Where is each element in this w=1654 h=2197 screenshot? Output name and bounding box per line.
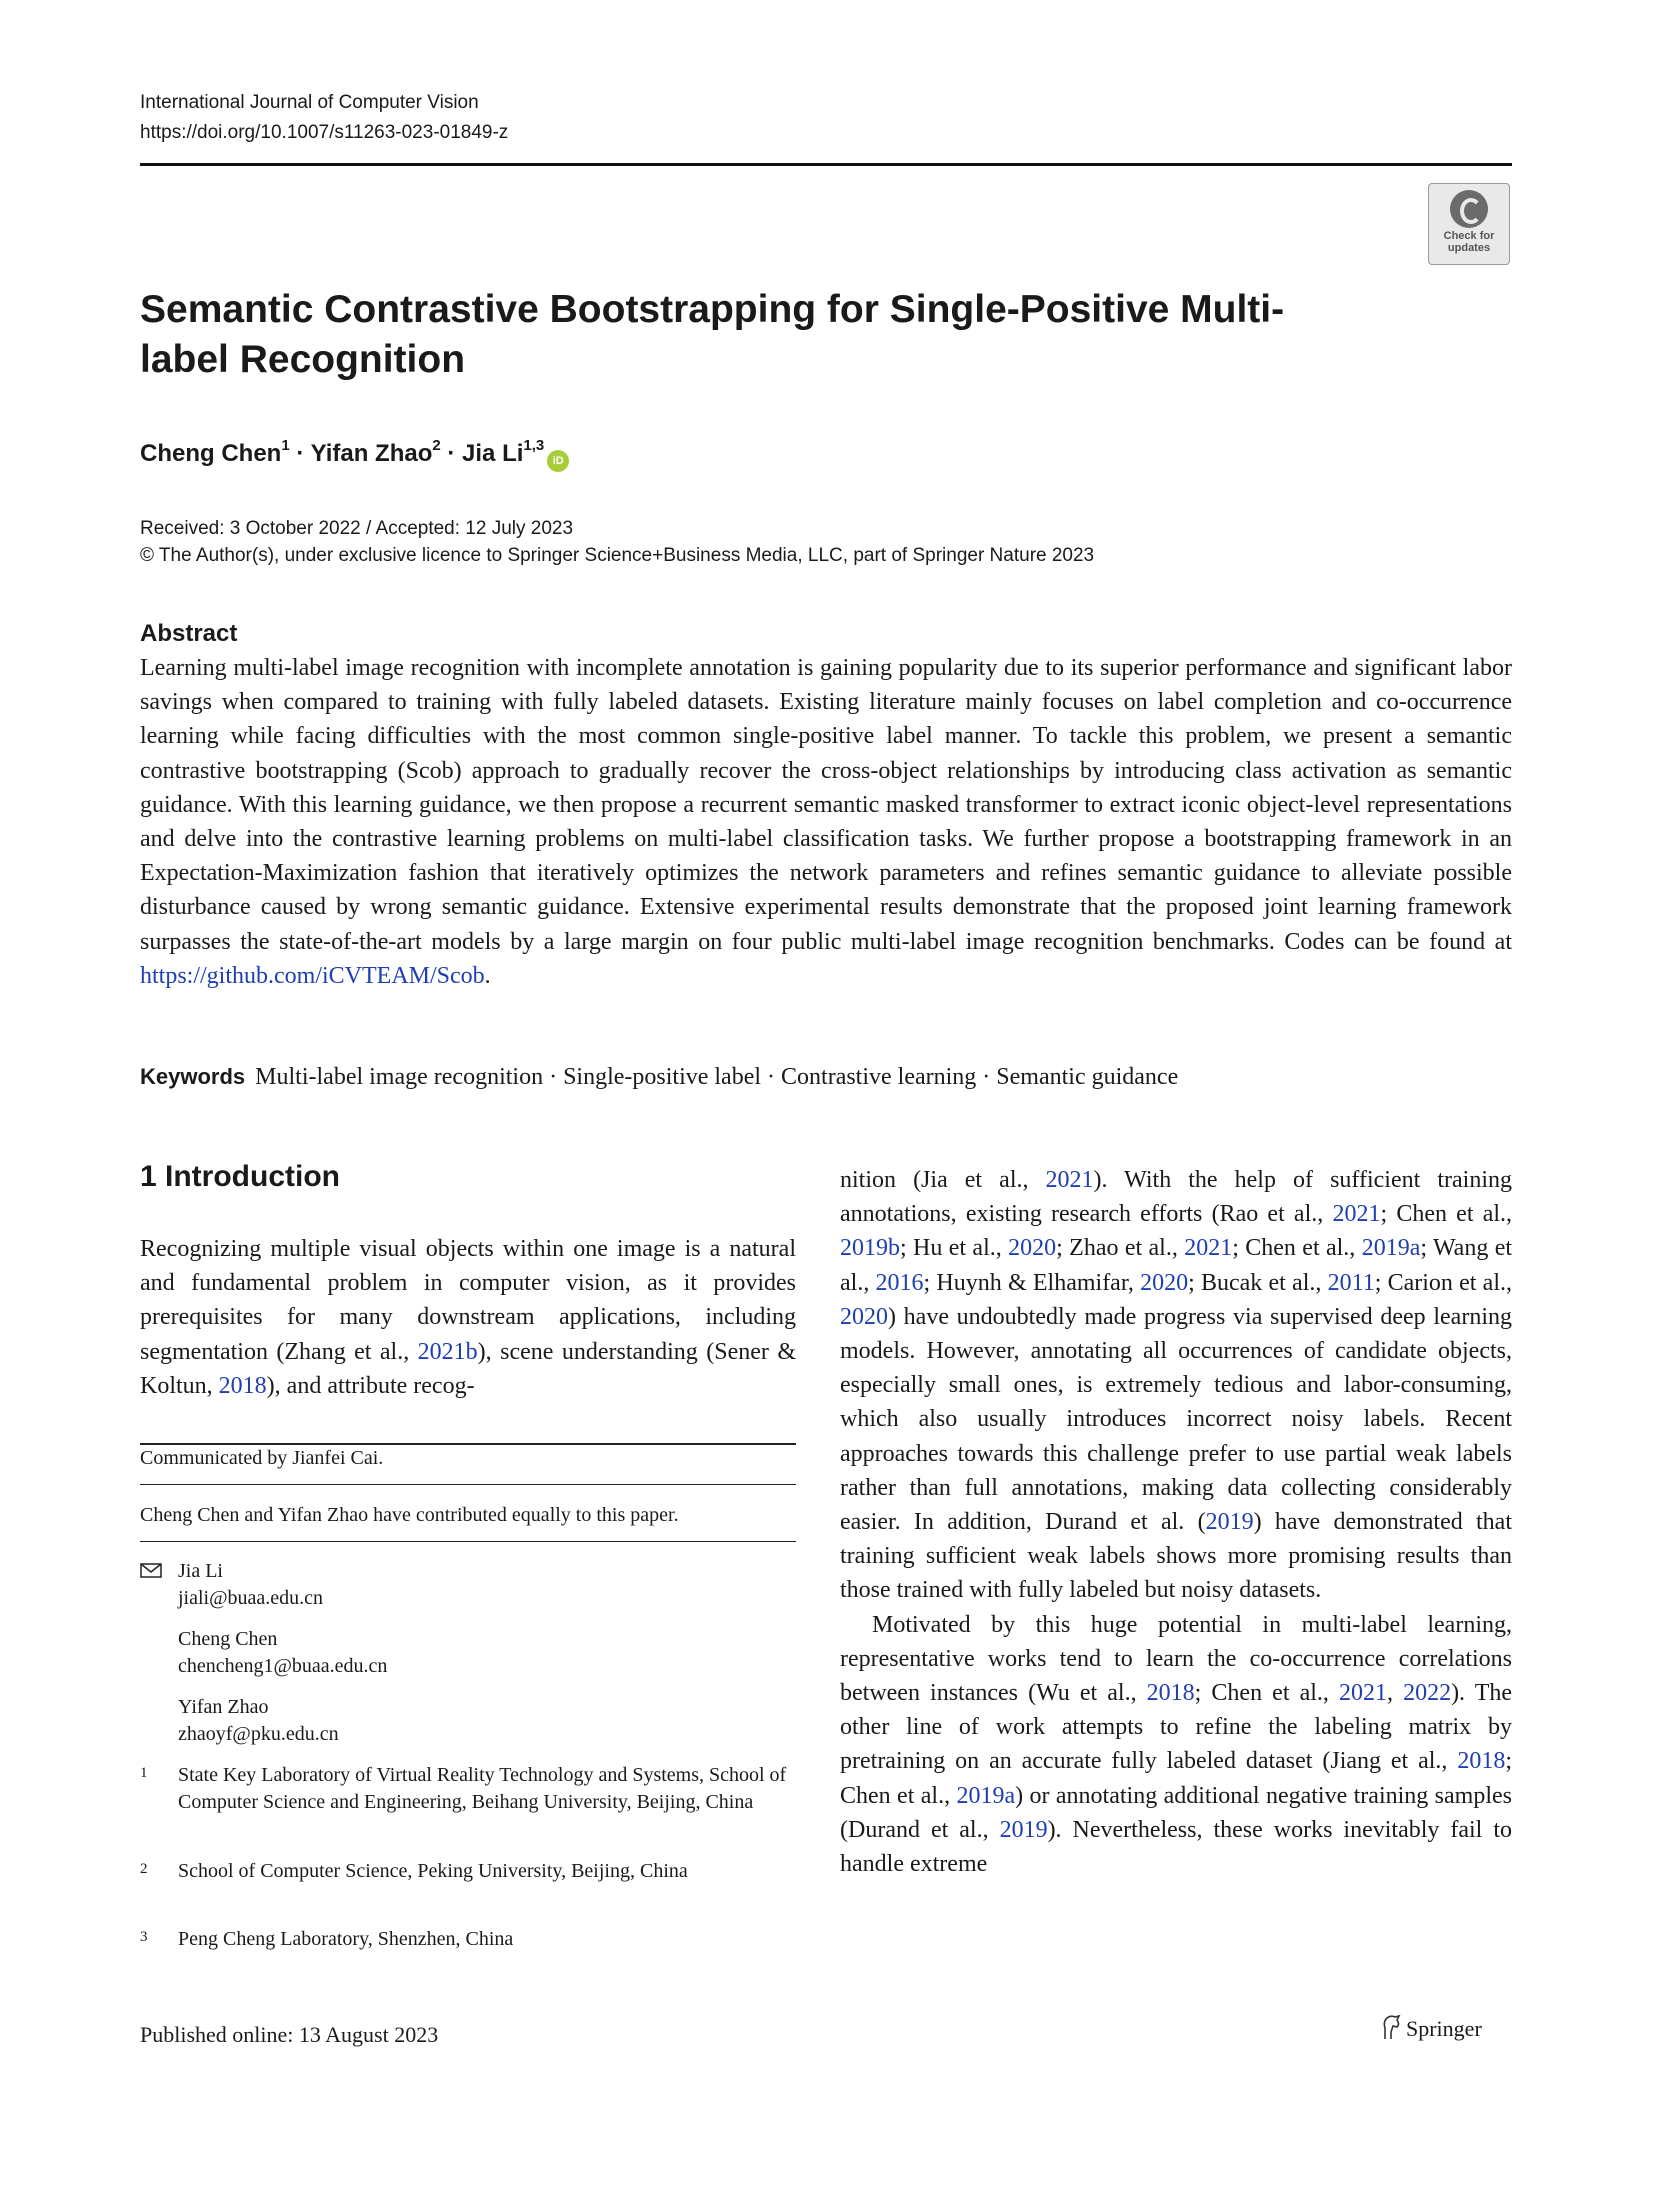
intro-text: ), scene understanding (Sener & Koltun, bbox=[140, 1338, 796, 1399]
author-3[interactable]: Jia Li bbox=[462, 440, 524, 467]
check-badge-line2: updates bbox=[1447, 242, 1491, 254]
intro-text: ). The other line of work attempts to refine the labeling matrix by pretraining on an accurate fully labeled dataset (Jiang et al., bbox=[840, 1680, 1513, 1775]
affiliation bbox=[140, 1762, 796, 1816]
citation-link[interactable]: 2020 bbox=[840, 1303, 888, 1330]
contact-entry bbox=[178, 1626, 738, 1680]
intro-text: Motivated by this huge potential in multi-label learning, representative works tend to learn the co-occurrence correlations between instances (Wu et al., bbox=[840, 1611, 1512, 1707]
author-3-affil: 1,3 bbox=[523, 437, 545, 454]
affiliation-number: 2 bbox=[140, 1861, 148, 1877]
author-1[interactable]: Cheng Chen bbox=[140, 440, 282, 467]
intro-text: ; Chen et al., bbox=[1232, 1235, 1362, 1262]
author-1-affil: 1 bbox=[281, 437, 290, 454]
citation-link[interactable]: 2021 bbox=[1045, 1167, 1094, 1193]
citation-link[interactable]: 2019a bbox=[956, 1782, 1016, 1809]
keywords-heading: Keywords bbox=[140, 1064, 246, 1089]
citation-link[interactable]: 2021b bbox=[417, 1338, 478, 1365]
keywords bbox=[140, 1060, 1178, 1094]
affiliation-number: 3 bbox=[140, 1929, 148, 1945]
contact-email[interactable]: chencheng1@buaa.edu.cn bbox=[178, 1655, 388, 1677]
section-heading-introduction: 1 Introduction bbox=[140, 1160, 340, 1193]
copyright-line: © The Author(s), under exclusive licence to Springer Science+Business Media, LLC, part of Springer Nature 2023 bbox=[140, 545, 1095, 566]
intro-text: ; Chen et al., bbox=[1194, 1680, 1339, 1707]
author-2-affil: 2 bbox=[432, 437, 441, 454]
journal-name: International Journal of Computer Vision bbox=[140, 92, 479, 113]
article-dates bbox=[140, 515, 1094, 569]
intro-right-column bbox=[840, 1163, 1512, 1881]
citation-link[interactable]: 2019b bbox=[840, 1235, 900, 1262]
affiliation-text: School of Computer Science, Peking University, Beijing, China bbox=[178, 1860, 688, 1882]
affiliation bbox=[140, 1926, 796, 1953]
contact-email[interactable]: zhaoyf@pku.edu.cn bbox=[178, 1723, 339, 1745]
citation-link[interactable]: 2021 bbox=[1332, 1201, 1381, 1228]
intro-text: ) have undoubtedly made progress via supervised deep learning models. However, annotating all occurrences of candidate objects, especially small ones, is extremely tedious and labor-consuming, which also usually introduces incorrect noisy labels. Recent approaches towards this challenge prefer to use partial weak labels rather than full annotations, making data collecting considerably easier. In addition, Durand et al. ( bbox=[840, 1303, 1512, 1536]
intro-text: ; Chen et al., bbox=[840, 1748, 1512, 1809]
intro-text: ; Hu et al., bbox=[900, 1235, 1009, 1262]
contact-name: Jia Li bbox=[178, 1560, 223, 1582]
author-separator: · bbox=[440, 440, 463, 467]
published-online: Published online: 13 August 2023 bbox=[140, 2022, 439, 2047]
abstract-heading: Abstract bbox=[140, 620, 238, 647]
author-2[interactable]: Yifan Zhao bbox=[310, 440, 433, 467]
abstract-text: Learning multi-label image recognition with incomplete annotation is gaining popularity due to its superior performance and significant labor savings when compared to training with fully labeled datasets. Existing literature mainly focuses on label completion and co-occurrence learning while facing difficulties with the most common single-positive label manner. To tackle this problem, we present a semantic contrastive bootstrapping (Scob) approach to gradually recover the cross-object relationships by introducing class activation as semantic guidance. With this learning guidance, we then propose a recurrent semantic masked transformer to extract iconic object-level representations and delve into the contrastive learning problems on multi-label classification tasks. We further propose a bootstrapping framework in an Expectation-Maximization fashion that iteratively optimizes the network parameters and refines semantic guidance to alleviate possible disturbance caused by wrong semantic guidance. Extensive experimental results demonstrate that the proposed joint learning framework surpasses the state-of-the-art models by a large margin on four public multi-label image recognition benchmarks. Codes can be found at bbox=[140, 655, 1512, 955]
intro-text: ), and attribute recog- bbox=[266, 1372, 475, 1399]
footnote-rule bbox=[140, 1541, 796, 1542]
contact-name: Yifan Zhao bbox=[178, 1696, 269, 1718]
citation-link[interactable]: 2016 bbox=[875, 1269, 924, 1296]
keywords-list: Multi-label image recognition · Single-positive label · Contrastive learning · Semantic guidance bbox=[255, 1064, 1179, 1090]
intro-text: ; Chen et al., bbox=[1380, 1201, 1513, 1228]
citation-link[interactable]: 2011 bbox=[1327, 1269, 1375, 1296]
intro-right-paragraph-2 bbox=[840, 1608, 1512, 1882]
citation-link[interactable]: 2019 bbox=[1205, 1509, 1254, 1536]
author-list bbox=[140, 432, 569, 472]
citation-link[interactable]: 2021 bbox=[1338, 1680, 1387, 1707]
citation-link[interactable]: 2020 bbox=[1140, 1269, 1189, 1296]
affiliation-number: 1 bbox=[140, 1765, 148, 1781]
springer-horse-icon bbox=[1380, 2014, 1402, 2040]
intro-text: , bbox=[1386, 1680, 1404, 1707]
citation-link[interactable]: 2018 bbox=[1146, 1680, 1195, 1707]
affiliation-text: State Key Laboratory of Virtual Reality Technology and Systems, School of Computer Science and Engineering, Beihang University, Beijing, China bbox=[178, 1764, 787, 1813]
citation-link[interactable]: 2019a bbox=[1361, 1235, 1421, 1262]
check-badge-line1: Check for bbox=[1443, 230, 1495, 242]
intro-text: ; Bucak et al., bbox=[1188, 1269, 1328, 1296]
affiliation bbox=[140, 1858, 796, 1885]
citation-link[interactable]: 2018 bbox=[1457, 1748, 1506, 1775]
envelope-icon bbox=[140, 1563, 162, 1578]
intro-text: ). Nevertheless, these works inevitably fail to handle extreme bbox=[840, 1816, 1513, 1878]
check-for-updates-badge[interactable] bbox=[1428, 183, 1510, 265]
intro-text: ; Carion et al., bbox=[1374, 1269, 1512, 1296]
contact-entry bbox=[178, 1558, 738, 1612]
springer-logo bbox=[1380, 2014, 1482, 2044]
citation-link[interactable]: 2021 bbox=[1184, 1235, 1233, 1262]
intro-left-paragraph bbox=[140, 1232, 796, 1403]
check-for-updates-icon bbox=[1450, 190, 1488, 228]
contact-entry bbox=[178, 1694, 738, 1748]
paper-title: Semantic Contrastive Bootstrapping for Single-Positive Multi-label Recognition bbox=[140, 288, 1285, 381]
header-rule bbox=[140, 163, 1512, 166]
orcid-icon[interactable]: iD bbox=[547, 450, 569, 472]
intro-text: nition (Jia et al., bbox=[840, 1167, 1046, 1193]
contact-name: Cheng Chen bbox=[178, 1628, 278, 1650]
citation-link[interactable]: 2019 bbox=[999, 1816, 1048, 1843]
communicated-by: Communicated by Jianfei Cai. bbox=[140, 1447, 384, 1469]
footnote-rule bbox=[140, 1484, 796, 1485]
intro-text: ). With the help of sufficient training annotations, existing research efforts (Rao et al., bbox=[840, 1167, 1512, 1228]
abstract-body bbox=[140, 651, 1512, 993]
affiliation-text: Peng Cheng Laboratory, Shenzhen, China bbox=[178, 1928, 514, 1950]
abstract-end: . bbox=[484, 962, 491, 989]
citation-link[interactable]: 2022 bbox=[1403, 1680, 1452, 1707]
received-accepted: Received: 3 October 2022 / Accepted: 12 July 2023 bbox=[140, 518, 574, 539]
author-separator: · bbox=[289, 440, 311, 467]
intro-text: ; Huynh & Elhamifar, bbox=[923, 1269, 1141, 1296]
intro-text: ; Wang et al., bbox=[840, 1235, 1513, 1296]
citation-link[interactable]: 2018 bbox=[218, 1372, 267, 1399]
intro-text: ) have demonstrated that training sufficient weak labels shows more promising results than those trained with fully labeled but noisy datasets. bbox=[840, 1509, 1512, 1604]
intro-text: Recognizing multiple visual objects within one image is a natural and fundamental problem in computer vision, as it provides prerequisites for many downstream applications, including segmentation (Zhang et al., bbox=[140, 1236, 796, 1365]
intro-text: ) or annotating additional negative training samples (Durand et al., bbox=[840, 1782, 1512, 1843]
equal-contribution: Cheng Chen and Yifan Zhao have contributed equally to this paper. bbox=[140, 1504, 679, 1526]
publisher-name: Springer bbox=[1406, 2016, 1482, 2041]
contact-email[interactable]: jiali@buaa.edu.cn bbox=[178, 1587, 324, 1609]
doi-link[interactable]: https://doi.org/10.1007/s11263-023-01849-z bbox=[140, 122, 509, 143]
intro-right-paragraph-1 bbox=[840, 1163, 1512, 1608]
journal-header bbox=[140, 88, 508, 148]
intro-text: ; Zhao et al., bbox=[1056, 1235, 1185, 1262]
code-link[interactable]: https://github.com/iCVTEAM/Scob bbox=[140, 962, 485, 989]
citation-link[interactable]: 2020 bbox=[1008, 1235, 1057, 1262]
